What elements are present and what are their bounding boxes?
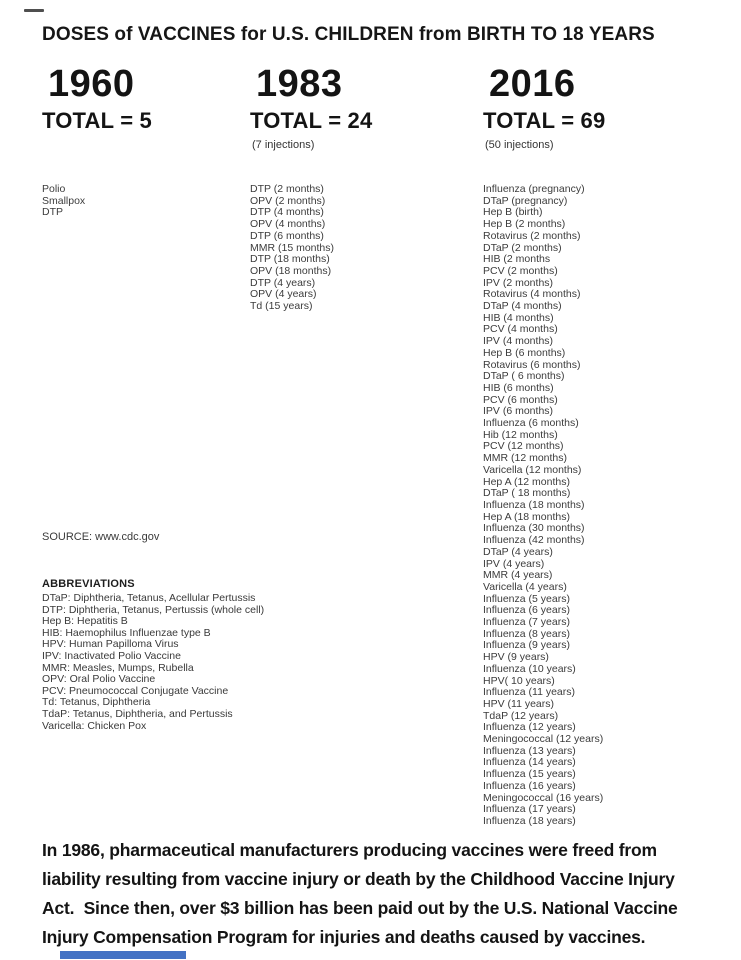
vaccine-list-item: Influenza (42 months) — [483, 534, 585, 547]
abbreviation-item: IPV: Inactivated Polio Vaccine — [42, 649, 181, 662]
vaccine-list-item: Influenza (18 years) — [483, 814, 576, 827]
column-2016 — [483, 64, 735, 828]
abbreviation-item: DTP: Diphtheria, Tetanus, Pertussis (whole cell) — [42, 603, 265, 616]
vaccine-list-item: Varicella (4 years) — [483, 580, 567, 593]
abbreviation-item: DTaP: Diphtheria, Tetanus, Acellular Pertussis — [42, 592, 256, 604]
vaccine-list-item: Hep B (6 months) — [483, 346, 566, 359]
vaccine-list-item: IPV (4 years) — [483, 557, 545, 570]
injections-note-1960 — [42, 139, 247, 152]
total-label-2016: TOTAL = 69 — [483, 108, 606, 133]
vaccine-list-item: Influenza (10 years) — [483, 662, 576, 675]
vaccine-list-item: Influenza (30 months) — [483, 522, 585, 535]
vaccine-list-item: IPV (2 months) — [483, 276, 554, 289]
vaccine-list-item: Varicella (12 months) — [483, 463, 582, 476]
vaccine-list-1983 — [250, 184, 478, 313]
vaccine-list-item: Influenza (13 years) — [483, 744, 576, 757]
vaccine-list-item: Influenza (18 months) — [483, 498, 585, 511]
vaccine-list-item: Hep B (2 months) — [483, 218, 566, 231]
abbreviation-item: MMR: Measles, Mumps, Rubella — [42, 661, 194, 674]
year-heading-1983: 1983 — [256, 63, 343, 105]
vaccine-list-item: OPV (4 years) — [250, 288, 317, 301]
abbreviation-item: Varicella: Chicken Pox — [42, 719, 147, 732]
vaccine-list-item: OPV (18 months) — [250, 264, 332, 277]
total-label-1960: TOTAL = 5 — [42, 108, 152, 133]
total-label-1983: TOTAL = 24 — [250, 108, 373, 133]
footer-paragraph — [42, 836, 722, 952]
vaccine-list-item: PCV (12 months) — [483, 440, 564, 453]
vaccine-list-item: HPV (11 years) — [483, 697, 554, 710]
vaccine-list-item: DTaP ( 6 months) — [483, 370, 565, 383]
vaccine-list-item: Influenza (16 years) — [483, 779, 576, 792]
vaccine-list-item: DTP (4 months) — [250, 206, 324, 219]
vaccine-list-item: TdaP (12 years) — [483, 709, 559, 722]
vaccine-list-item: OPV (4 months) — [250, 218, 326, 231]
abbreviation-item: Hep B: Hepatitis B — [42, 615, 128, 628]
page-title: DOSES of VACCINES for U.S. CHILDREN from BIRTH TO 18 YEARS — [42, 24, 655, 45]
abbreviation-item: PCV: Pneumococcal Conjugate Vaccine — [42, 684, 229, 697]
vaccine-list-item: DTP (18 months) — [250, 253, 330, 266]
vaccine-list-item: DTaP ( 18 months) — [483, 487, 571, 500]
vaccine-list-item: Influenza (5 years) — [483, 592, 570, 605]
vaccine-list-item: MMR (15 months) — [250, 241, 335, 254]
vaccine-list-item: Hep B (birth) — [483, 206, 543, 219]
vaccine-list-item: Influenza (6 years) — [483, 604, 570, 617]
vaccine-list-item: HPV( 10 years) — [483, 674, 555, 687]
vaccine-list-item: Influenza (6 months) — [483, 417, 579, 430]
vaccine-list-item: HIB (4 months) — [483, 311, 554, 324]
vaccine-list-item: DTaP (2 months) — [483, 241, 562, 254]
vaccine-list-item: Influenza (14 years) — [483, 756, 576, 769]
vaccine-list-item: DTP (4 years) — [250, 276, 316, 289]
source-note: SOURCE: www.cdc.gov — [42, 531, 160, 543]
column-1983 — [250, 64, 478, 313]
abbreviation-item: Td: Tetanus, Diphtheria — [42, 696, 151, 709]
column-1960 — [42, 64, 247, 219]
vaccine-list-item: Influenza (pregnancy) — [483, 183, 585, 195]
vaccine-list-item: Meningococcal (12 years) — [483, 733, 604, 746]
vaccine-list-item: PCV (4 months) — [483, 323, 558, 336]
vaccine-list-item: Influenza (11 years) — [483, 686, 576, 699]
abbreviations-heading: ABBREVIATIONS — [42, 578, 135, 590]
injections-note-1983: (7 injections) — [252, 139, 315, 151]
scan-artifact-dash — [24, 9, 44, 12]
abbreviation-item: TdaP: Tetanus, Diphtheria, and Pertussis — [42, 707, 233, 720]
footer-line: Injury Compensation Program for injuries and deaths caused by vaccines. — [42, 927, 646, 947]
vaccine-list-item: Rotavirus (4 months) — [483, 288, 581, 301]
vaccine-list-item: Hib (12 months) — [483, 428, 558, 441]
vaccine-list-item: MMR (4 years) — [483, 569, 553, 582]
abbreviation-item: OPV: Oral Polio Vaccine — [42, 673, 156, 686]
vaccine-list-item: DTP — [42, 206, 63, 219]
vaccine-list-item: PCV (2 months) — [483, 264, 558, 277]
vaccine-list-item: Hep A (12 months) — [483, 475, 570, 488]
bottom-blue-bar — [60, 951, 186, 959]
abbreviations-list — [42, 593, 264, 732]
vaccine-list-item: Influenza (12 years) — [483, 721, 576, 734]
injections-note-2016: (50 injections) — [485, 139, 554, 151]
vaccine-list-item: HIB (2 months — [483, 253, 551, 266]
vaccine-list-item: Rotavirus (2 months) — [483, 229, 581, 242]
footer-line: In 1986, pharmaceutical manufacturers producing vaccines were freed from — [42, 840, 657, 860]
vaccine-list-item: OPV (2 months) — [250, 194, 326, 207]
vaccine-list-item: Smallpox — [42, 194, 86, 207]
vaccine-list-item: DTP (2 months) — [250, 183, 324, 195]
vaccine-list-2016 — [483, 184, 735, 828]
vaccine-list-item: IPV (6 months) — [483, 405, 554, 418]
vaccine-list-item: DTaP (pregnancy) — [483, 194, 568, 207]
vaccine-list-item: Influenza (9 years) — [483, 639, 570, 652]
vaccine-list-item: IPV (4 months) — [483, 335, 554, 348]
vaccine-list-item: HPV (9 years) — [483, 651, 549, 664]
vaccine-list-item: Meningococcal (16 years) — [483, 791, 604, 804]
vaccine-list-item: Influenza (7 years) — [483, 616, 570, 629]
vaccine-list-item: Polio — [42, 183, 66, 195]
abbreviations-section — [42, 578, 264, 732]
vaccine-list-1960 — [42, 184, 247, 219]
vaccine-list-item: HIB (6 months) — [483, 381, 554, 394]
vaccine-list-item: Rotavirus (6 months) — [483, 358, 581, 371]
year-heading-2016: 2016 — [489, 63, 576, 105]
footer-line: liability resulting from vaccine injury or death by the Childhood Vaccine Injury — [42, 869, 675, 889]
vaccine-list-item: PCV (6 months) — [483, 393, 558, 406]
vaccine-list-item: MMR (12 months) — [483, 452, 568, 465]
vaccine-list-item: DTaP (4 years) — [483, 545, 553, 558]
abbreviation-item: HPV: Human Papilloma Virus — [42, 638, 179, 651]
year-heading-1960: 1960 — [48, 63, 135, 105]
vaccine-list-item: Influenza (8 years) — [483, 627, 570, 640]
vaccine-list-item: DTP (6 months) — [250, 229, 324, 242]
abbreviation-item: HIB: Haemophilus Influenzae type B — [42, 626, 211, 639]
vaccine-list-item: Influenza (17 years) — [483, 803, 576, 816]
vaccine-list-item: DTaP (4 months) — [483, 300, 562, 313]
vaccine-list-item: Hep A (18 months) — [483, 510, 570, 523]
vaccine-list-item: Td (15 years) — [250, 300, 313, 313]
footer-line: Act. Since then, over $3 billion has been paid out by the U.S. National Vaccine — [42, 898, 678, 918]
vaccine-list-item: Influenza (15 years) — [483, 768, 576, 781]
